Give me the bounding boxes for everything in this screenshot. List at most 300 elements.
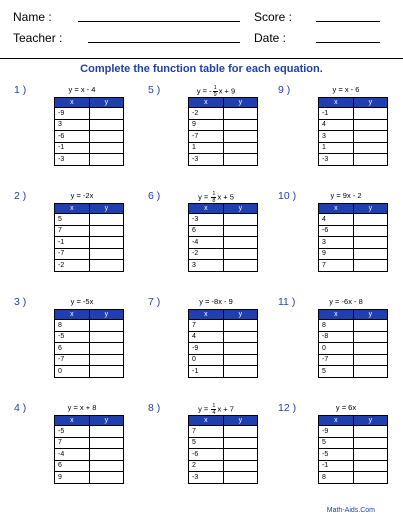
- x-value-cell: -9: [319, 426, 354, 438]
- x-value-cell: 9: [55, 472, 90, 484]
- table-row: [55, 426, 124, 438]
- y-answer-cell[interactable]: [223, 343, 257, 355]
- table-row: [55, 131, 124, 143]
- equation-lhs: y =: [70, 297, 81, 306]
- table-row: [189, 154, 258, 166]
- table-row: [55, 366, 124, 378]
- y-column-header: y: [223, 416, 257, 426]
- equation-lhs: y =: [198, 192, 209, 202]
- table-header-row: [189, 98, 258, 108]
- equation-expression-rest: x + 9: [218, 86, 236, 96]
- table-row: [55, 472, 124, 484]
- x-value-cell: -6: [189, 449, 224, 461]
- y-answer-cell[interactable]: [89, 460, 123, 472]
- equation-lhs: y =: [199, 297, 210, 306]
- score-label: Score :: [254, 10, 293, 24]
- x-value-cell: 2: [189, 460, 224, 472]
- table-row: [189, 331, 258, 343]
- x-value-cell: 6: [55, 343, 90, 355]
- problem-9: [278, 84, 388, 184]
- x-value-cell: -6: [55, 131, 90, 143]
- table-row: [189, 248, 258, 260]
- table-row: [55, 320, 124, 332]
- table-row: [55, 142, 124, 154]
- table-row: [189, 437, 258, 449]
- x-value-cell: 7: [189, 426, 224, 438]
- y-answer-cell[interactable]: [353, 142, 387, 154]
- fraction-numerator: 1: [212, 191, 216, 197]
- y-answer-cell[interactable]: [89, 225, 123, 237]
- y-answer-cell[interactable]: [89, 154, 123, 166]
- x-value-cell: 8: [319, 472, 354, 484]
- y-answer-cell[interactable]: [223, 225, 257, 237]
- x-value-cell: 9: [189, 119, 224, 131]
- fraction-numerator: 1: [212, 403, 216, 409]
- y-answer-cell[interactable]: [89, 320, 123, 332]
- y-answer-cell[interactable]: [353, 449, 387, 461]
- equation: [40, 191, 124, 200]
- table-row: [319, 260, 388, 272]
- y-answer-cell[interactable]: [223, 331, 257, 343]
- equation-expression: [208, 192, 210, 201]
- function-table: [54, 415, 124, 484]
- table-row: [319, 331, 388, 343]
- y-answer-cell[interactable]: [223, 260, 257, 272]
- table-row: [55, 225, 124, 237]
- equation-expression: [208, 404, 210, 413]
- table-row: [189, 449, 258, 461]
- table-row: [55, 237, 124, 249]
- problem-12: [278, 402, 388, 502]
- y-column-header: y: [223, 204, 257, 214]
- x-column-header: x: [189, 416, 224, 426]
- equation-lhs: y =: [330, 191, 341, 200]
- y-column-header: y: [223, 310, 257, 320]
- table-header-row: [319, 204, 388, 214]
- y-answer-cell[interactable]: [353, 472, 387, 484]
- x-column-header: x: [189, 204, 224, 214]
- problem-number: 10 ): [278, 190, 297, 202]
- equation: [304, 297, 388, 306]
- x-value-cell: -1: [55, 237, 90, 249]
- table-row: [319, 366, 388, 378]
- problem-7: [148, 296, 258, 396]
- table-row: [55, 460, 124, 472]
- x-value-cell: 9: [319, 248, 354, 260]
- x-column-header: x: [55, 416, 90, 426]
- table-header-row: [319, 310, 388, 320]
- x-value-cell: 6: [189, 225, 224, 237]
- y-answer-cell[interactable]: [353, 354, 387, 366]
- y-answer-cell[interactable]: [353, 214, 387, 226]
- y-answer-cell[interactable]: [89, 214, 123, 226]
- equation-lhs: y =: [67, 403, 78, 412]
- x-value-cell: 8: [319, 320, 354, 332]
- y-answer-cell[interactable]: [353, 320, 387, 332]
- y-answer-cell[interactable]: [89, 366, 123, 378]
- problem-number: 9 ): [278, 84, 291, 96]
- equation: [40, 403, 124, 412]
- equation-lhs: y =: [335, 403, 347, 412]
- function-table: [318, 309, 388, 378]
- problem-number: 12 ): [278, 402, 297, 414]
- y-answer-cell[interactable]: [223, 354, 257, 366]
- y-answer-cell[interactable]: [353, 225, 387, 237]
- y-answer-cell[interactable]: [353, 366, 387, 378]
- function-table: [188, 203, 258, 272]
- x-value-cell: 5: [319, 437, 354, 449]
- table-row: [55, 354, 124, 366]
- y-answer-cell[interactable]: [353, 460, 387, 472]
- table-row: [189, 225, 258, 237]
- equation-expression: 9x - 2: [340, 191, 362, 200]
- y-answer-cell[interactable]: [89, 142, 123, 154]
- y-column-header: y: [353, 416, 387, 426]
- table-row: [55, 260, 124, 272]
- table-row: [319, 237, 388, 249]
- table-row: [189, 131, 258, 143]
- y-answer-cell[interactable]: [89, 237, 123, 249]
- x-value-cell: 0: [55, 366, 90, 378]
- x-value-cell: -7: [55, 248, 90, 260]
- teacher-label: Teacher :: [13, 31, 63, 45]
- table-row: [319, 320, 388, 332]
- y-answer-cell[interactable]: [353, 343, 387, 355]
- table-row: [319, 437, 388, 449]
- x-value-cell: -2: [189, 248, 224, 260]
- name-label: Name :: [13, 10, 52, 24]
- equation-expression: -8x - 9: [209, 297, 233, 306]
- table-row: [319, 248, 388, 260]
- x-value-cell: 5: [55, 214, 90, 226]
- y-answer-cell[interactable]: [89, 437, 123, 449]
- x-column-header: x: [319, 204, 354, 214]
- problem-number: 1 ): [14, 84, 27, 96]
- y-answer-cell[interactable]: [353, 154, 387, 166]
- equation-lhs: y =: [196, 86, 208, 96]
- table-header-row: [189, 310, 258, 320]
- problem-3: [14, 296, 124, 396]
- problem-number: 5 ): [148, 84, 161, 96]
- table-header-row: [55, 98, 124, 108]
- problem-11: [278, 296, 388, 396]
- name-line[interactable]: [78, 21, 240, 22]
- problem-2: [14, 190, 124, 290]
- y-answer-cell[interactable]: [223, 449, 257, 461]
- table-row: [319, 154, 388, 166]
- table-header-row: [55, 204, 124, 214]
- y-column-header: y: [353, 204, 387, 214]
- table-row: [319, 131, 388, 143]
- x-value-cell: -4: [189, 237, 224, 249]
- x-value-cell: 8: [55, 320, 90, 332]
- y-answer-cell[interactable]: [223, 131, 257, 143]
- function-table: [188, 309, 258, 378]
- table-row: [189, 260, 258, 272]
- y-answer-cell[interactable]: [89, 260, 123, 272]
- x-value-cell: -1: [189, 366, 224, 378]
- x-value-cell: -2: [55, 260, 90, 272]
- x-value-cell: -7: [189, 131, 224, 143]
- x-value-cell: -3: [189, 214, 224, 226]
- problem-number: 2 ): [14, 190, 27, 202]
- table-row: [319, 214, 388, 226]
- x-column-header: x: [319, 416, 354, 426]
- header-divider: [0, 58, 403, 59]
- x-value-cell: 7: [319, 260, 354, 272]
- table-row: [189, 354, 258, 366]
- function-table: [54, 309, 124, 378]
- y-answer-cell[interactable]: [223, 214, 257, 226]
- x-value-cell: 7: [55, 225, 90, 237]
- table-row: [319, 343, 388, 355]
- table-row: [319, 354, 388, 366]
- x-value-cell: 6: [55, 460, 90, 472]
- y-answer-cell[interactable]: [223, 320, 257, 332]
- problem-4: [14, 402, 124, 502]
- x-value-cell: 3: [55, 119, 90, 131]
- equation-expression: 6x: [346, 403, 357, 412]
- table-row: [319, 472, 388, 484]
- table-header-row: [319, 416, 388, 426]
- y-answer-cell[interactable]: [353, 248, 387, 260]
- function-table: [54, 97, 124, 166]
- y-answer-cell[interactable]: [223, 366, 257, 378]
- y-answer-cell[interactable]: [223, 119, 257, 131]
- x-value-cell: 0: [189, 354, 224, 366]
- equation: [40, 297, 124, 306]
- problem-8: [148, 402, 258, 502]
- x-value-cell: 0: [319, 343, 354, 355]
- table-row: [319, 225, 388, 237]
- y-answer-cell[interactable]: [353, 437, 387, 449]
- table-row: [55, 343, 124, 355]
- equation: [304, 191, 388, 200]
- x-value-cell: 1: [189, 142, 224, 154]
- x-value-cell: -7: [319, 354, 354, 366]
- score-line[interactable]: [316, 21, 380, 22]
- footer-credit: Math-Aids.Com: [326, 507, 375, 514]
- table-row: [319, 426, 388, 438]
- x-value-cell: -9: [55, 108, 90, 120]
- y-column-header: y: [353, 310, 387, 320]
- x-value-cell: -6: [319, 225, 354, 237]
- function-table: [318, 415, 388, 484]
- equation-expression: -6x - 8: [339, 297, 363, 306]
- x-column-header: x: [55, 204, 90, 214]
- problem-1: [14, 84, 124, 184]
- x-column-header: x: [319, 310, 354, 320]
- y-answer-cell[interactable]: [353, 108, 387, 120]
- table-row: [55, 108, 124, 120]
- y-answer-cell[interactable]: [223, 248, 257, 260]
- problem-number: 8 ): [148, 402, 161, 414]
- function-table: [318, 97, 388, 166]
- equation: [174, 297, 258, 306]
- y-answer-cell[interactable]: [223, 472, 257, 484]
- y-answer-cell[interactable]: [223, 437, 257, 449]
- table-row: [319, 108, 388, 120]
- y-answer-cell[interactable]: [223, 142, 257, 154]
- instructions: Complete the function table for each equation.: [80, 63, 323, 75]
- problem-5: [148, 84, 258, 184]
- table-header-row: [189, 204, 258, 214]
- function-table: [318, 203, 388, 272]
- y-answer-cell[interactable]: [223, 237, 257, 249]
- x-value-cell: 3: [319, 131, 354, 143]
- x-value-cell: -1: [55, 142, 90, 154]
- x-value-cell: -5: [319, 449, 354, 461]
- x-value-cell: -5: [55, 331, 90, 343]
- y-answer-cell[interactable]: [89, 472, 123, 484]
- problem-6: [148, 190, 258, 290]
- table-row: [319, 142, 388, 154]
- fraction-denominator: 9: [213, 92, 217, 98]
- table-header-row: [55, 416, 124, 426]
- problem-number: 4 ): [14, 402, 27, 414]
- y-answer-cell[interactable]: [89, 426, 123, 438]
- table-row: [189, 366, 258, 378]
- y-answer-cell[interactable]: [89, 108, 123, 120]
- table-row: [55, 214, 124, 226]
- table-row: [189, 343, 258, 355]
- function-table: [188, 415, 258, 484]
- function-table: [54, 203, 124, 272]
- y-answer-cell[interactable]: [89, 119, 123, 131]
- table-row: [55, 154, 124, 166]
- y-answer-cell[interactable]: [353, 331, 387, 343]
- x-column-header: x: [55, 310, 90, 320]
- table-row: [189, 426, 258, 438]
- y-column-header: y: [89, 416, 123, 426]
- table-row: [189, 142, 258, 154]
- x-value-cell: 5: [189, 437, 224, 449]
- x-value-cell: -1: [319, 460, 354, 472]
- x-value-cell: 4: [189, 331, 224, 343]
- x-column-header: x: [189, 310, 224, 320]
- table-row: [189, 214, 258, 226]
- x-value-cell: -5: [55, 426, 90, 438]
- y-answer-cell[interactable]: [353, 119, 387, 131]
- table-row: [55, 119, 124, 131]
- x-value-cell: -7: [55, 354, 90, 366]
- x-value-cell: 4: [319, 214, 354, 226]
- equation-expression: x - 6: [342, 85, 360, 94]
- table-header-row: [319, 98, 388, 108]
- table-row: [189, 119, 258, 131]
- table-row: [189, 237, 258, 249]
- y-answer-cell[interactable]: [89, 449, 123, 461]
- equation-expression: -5x: [80, 297, 94, 306]
- equation-expression-rest: x + 7: [217, 404, 234, 414]
- equation: [40, 85, 124, 94]
- x-value-cell: -4: [55, 449, 90, 461]
- equation-lhs: y =: [332, 85, 343, 94]
- x-value-cell: -1: [319, 108, 354, 120]
- equation-expression: -2x: [80, 191, 94, 200]
- x-value-cell: -8: [319, 331, 354, 343]
- fraction-denominator: 8: [212, 198, 216, 204]
- date-label: Date :: [254, 31, 287, 45]
- table-row: [55, 437, 124, 449]
- equation-expression: x + 8: [77, 403, 97, 412]
- equation-lhs: y =: [329, 297, 340, 306]
- x-value-cell: 3: [319, 237, 354, 249]
- table-row: [55, 449, 124, 461]
- problem-number: 6 ): [148, 190, 161, 202]
- x-value-cell: -2: [189, 108, 224, 120]
- table-header-row: [55, 310, 124, 320]
- table-row: [189, 108, 258, 120]
- equation-expression: x - 4: [78, 85, 96, 94]
- equation-expression: -: [207, 86, 212, 96]
- y-answer-cell[interactable]: [223, 426, 257, 438]
- x-value-cell: -3: [189, 154, 224, 166]
- function-table: [188, 97, 258, 166]
- y-answer-cell[interactable]: [353, 426, 387, 438]
- equation-lhs: y =: [68, 85, 79, 94]
- equation: [304, 85, 388, 94]
- table-row: [55, 248, 124, 260]
- y-answer-cell[interactable]: [223, 460, 257, 472]
- equation: [304, 403, 388, 412]
- x-value-cell: -3: [55, 154, 90, 166]
- x-column-header: x: [319, 98, 354, 108]
- problem-10: [278, 190, 388, 290]
- y-answer-cell[interactable]: [223, 108, 257, 120]
- teacher-line[interactable]: [88, 42, 240, 43]
- problem-number: 7 ): [148, 296, 161, 308]
- problem-number: 11 ): [278, 296, 296, 308]
- x-value-cell: -9: [189, 343, 224, 355]
- y-answer-cell[interactable]: [89, 248, 123, 260]
- x-column-header: x: [189, 98, 224, 108]
- y-answer-cell[interactable]: [89, 343, 123, 355]
- equation-lhs: y =: [70, 191, 81, 200]
- problem-number: 3 ): [14, 296, 27, 308]
- y-answer-cell[interactable]: [223, 154, 257, 166]
- y-answer-cell[interactable]: [353, 131, 387, 143]
- y-column-header: y: [223, 98, 257, 108]
- x-value-cell: -3: [189, 472, 224, 484]
- table-row: [189, 460, 258, 472]
- equation-lhs: y =: [198, 404, 209, 414]
- y-answer-cell[interactable]: [353, 260, 387, 272]
- table-header-row: [189, 416, 258, 426]
- x-value-cell: 7: [55, 437, 90, 449]
- x-value-cell: 7: [189, 320, 224, 332]
- y-column-header: y: [89, 98, 123, 108]
- table-row: [55, 331, 124, 343]
- y-answer-cell[interactable]: [89, 131, 123, 143]
- y-answer-cell[interactable]: [89, 331, 123, 343]
- table-row: [319, 119, 388, 131]
- fraction-denominator: 4: [212, 410, 216, 416]
- x-value-cell: 3: [189, 260, 224, 272]
- table-row: [319, 460, 388, 472]
- x-value-cell: 4: [319, 119, 354, 131]
- table-row: [189, 472, 258, 484]
- table-row: [319, 449, 388, 461]
- y-answer-cell[interactable]: [353, 237, 387, 249]
- y-column-header: y: [89, 310, 123, 320]
- date-line[interactable]: [316, 42, 380, 43]
- x-value-cell: -3: [319, 154, 354, 166]
- y-answer-cell[interactable]: [89, 354, 123, 366]
- fraction-numerator: 1: [213, 85, 217, 91]
- x-column-header: x: [55, 98, 90, 108]
- y-column-header: y: [353, 98, 387, 108]
